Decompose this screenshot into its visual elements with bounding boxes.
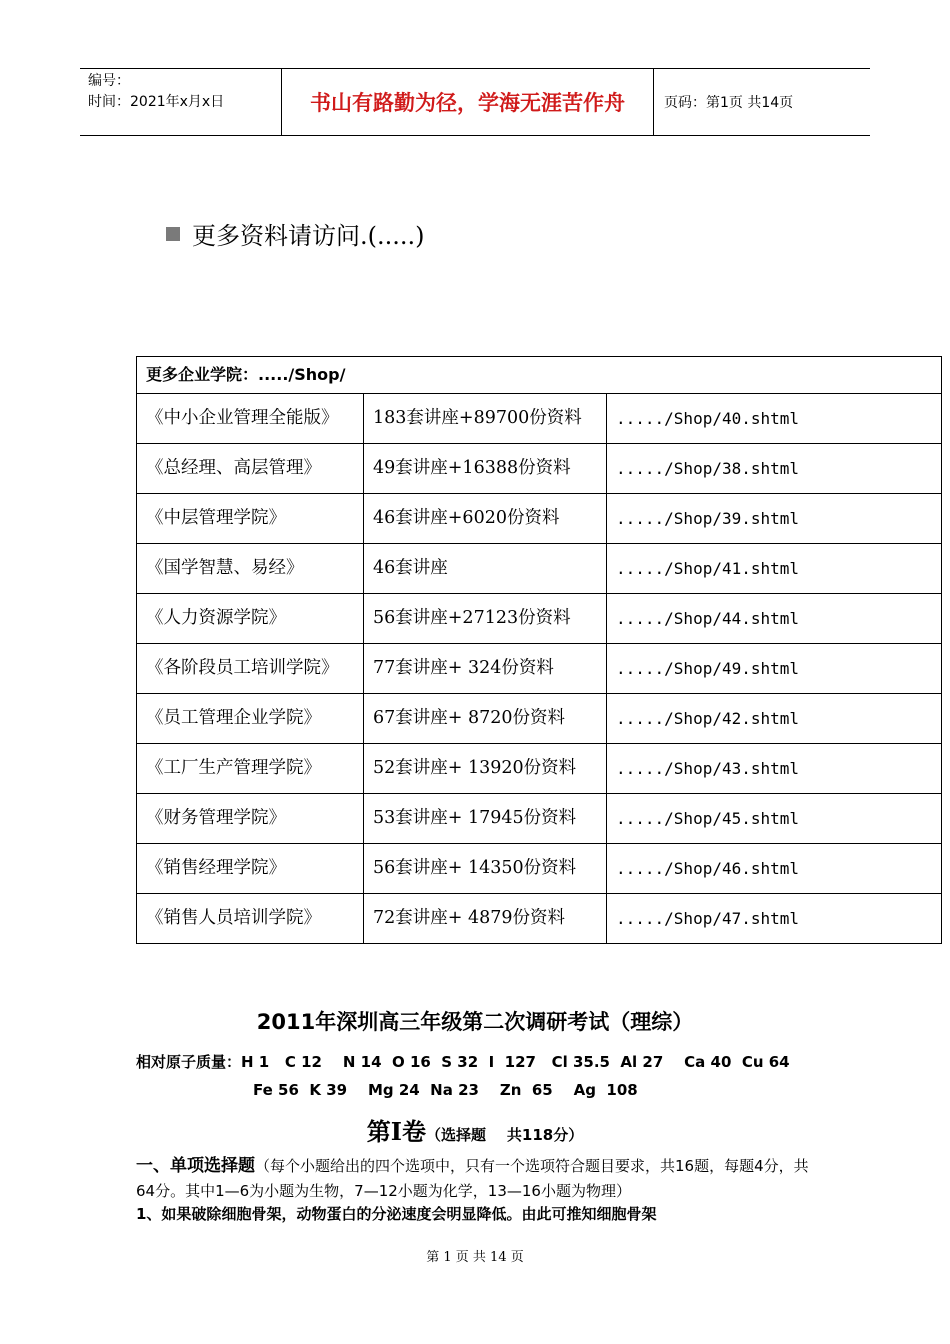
more-resources-link[interactable]: 更多资料请访问.(.....) — [192, 222, 425, 250]
section-description: （每个小题给出的四个选项中，只有一个选项符合题目要求，共16题，每题4分，共64分。其中1—6为小题为生物，7—12小题为化学，13—16小题为物理） — [136, 1157, 809, 1200]
shop-course-name: 《员工管理企业学院》 — [137, 694, 364, 744]
shop-course-count: 72套讲座+ 4879份资料 — [364, 894, 607, 944]
shop-course-count: 46套讲座 — [364, 544, 607, 594]
shop-table-row — [137, 794, 942, 844]
shop-table-row — [137, 494, 942, 544]
shop-table-row — [137, 394, 942, 444]
shop-course-name: 《销售经理学院》 — [137, 844, 364, 894]
shop-table — [136, 356, 942, 944]
shop-table-row — [137, 844, 942, 894]
more-resources-line — [166, 216, 425, 251]
atomic-masses-line-2: Fe 56 K 39 Mg 24 Na 23 Zn 65 Ag 108 — [253, 1081, 638, 1099]
header-meta — [80, 69, 282, 135]
shop-course-url[interactable]: ...../Shop/39.shtml — [607, 494, 942, 544]
volume-title-note: （选择题 共118分） — [426, 1126, 584, 1144]
shop-course-url[interactable]: ...../Shop/44.shtml — [607, 594, 942, 644]
time-label: 时间：2021年x月x日 — [88, 94, 225, 110]
shop-course-count: 56套讲座+27123份资料 — [364, 594, 607, 644]
section-heading: 一、单项选择题 — [136, 1156, 255, 1176]
shop-course-name: 《销售人员培训学院》 — [137, 894, 364, 944]
header-page-info: 页码：第1页 共14页 — [664, 95, 794, 111]
shop-course-url[interactable]: ...../Shop/47.shtml — [607, 894, 942, 944]
shop-table-header: 更多企业学院：...../Shop/ — [137, 357, 942, 394]
shop-table-row — [137, 894, 942, 944]
shop-course-url[interactable]: ...../Shop/42.shtml — [607, 694, 942, 744]
shop-course-name: 《国学智慧、易经》 — [137, 544, 364, 594]
shop-table-header-row — [137, 357, 942, 394]
shop-course-url[interactable]: ...../Shop/46.shtml — [607, 844, 942, 894]
page-footer: 第 1 页 共 14 页 — [426, 1250, 524, 1265]
shop-course-name: 《财务管理学院》 — [137, 794, 364, 844]
shop-table-row — [137, 594, 942, 644]
shop-course-name: 《中层管理学院》 — [137, 494, 364, 544]
exam-title: 2011年深圳高三年级第二次调研考试（理综） — [256, 1010, 694, 1034]
question-1: 1、如果破除细胞骨架，动物蛋白的分泌速度会明显降低。由此可推知细胞骨架 — [136, 1205, 657, 1223]
shop-course-count: 49套讲座+16388份资料 — [364, 444, 607, 494]
serial-label: 编号： — [88, 73, 130, 89]
shop-course-count: 77套讲座+ 324份资料 — [364, 644, 607, 694]
shop-course-count: 46套讲座+6020份资料 — [364, 494, 607, 544]
square-bullet-icon — [166, 227, 180, 241]
shop-course-count: 56套讲座+ 14350份资料 — [364, 844, 607, 894]
shop-course-url[interactable]: ...../Shop/41.shtml — [607, 544, 942, 594]
volume-title — [0, 1112, 950, 1147]
page-header — [80, 68, 870, 136]
volume-title-main: 第Ⅰ卷 — [366, 1117, 427, 1146]
shop-course-url[interactable]: ...../Shop/40.shtml — [607, 394, 942, 444]
shop-table-row — [137, 744, 942, 794]
header-motto: 书山有路勤为径，学海无涯苦作舟 — [282, 69, 654, 135]
atomic-masses — [136, 1048, 790, 1104]
shop-course-name: 《总经理、高层管理》 — [137, 444, 364, 494]
shop-course-url[interactable]: ...../Shop/38.shtml — [607, 444, 942, 494]
shop-course-count: 67套讲座+ 8720份资料 — [364, 694, 607, 744]
shop-course-url[interactable]: ...../Shop/49.shtml — [607, 644, 942, 694]
shop-table-row — [137, 444, 942, 494]
shop-table-row — [137, 694, 942, 744]
shop-course-name: 《各阶段员工培训学院》 — [137, 644, 364, 694]
section-one — [136, 1154, 816, 1204]
shop-course-count: 53套讲座+ 17945份资料 — [364, 794, 607, 844]
shop-course-count: 52套讲座+ 13920份资料 — [364, 744, 607, 794]
shop-course-name: 《人力资源学院》 — [137, 594, 364, 644]
shop-course-name: 《中小企业管理全能版》 — [137, 394, 364, 444]
shop-table-row — [137, 544, 942, 594]
shop-course-count: 183套讲座+89700份资料 — [364, 394, 607, 444]
shop-course-url[interactable]: ...../Shop/43.shtml — [607, 744, 942, 794]
shop-table-row — [137, 644, 942, 694]
shop-course-url[interactable]: ...../Shop/45.shtml — [607, 794, 942, 844]
atomic-masses-line-1: 相对原子质量：H 1 C 12 N 14 O 16 S 32 I 127 Cl 35.5 Al 27 Ca 40 Cu 64 — [136, 1053, 790, 1071]
shop-course-name: 《工厂生产管理学院》 — [137, 744, 364, 794]
